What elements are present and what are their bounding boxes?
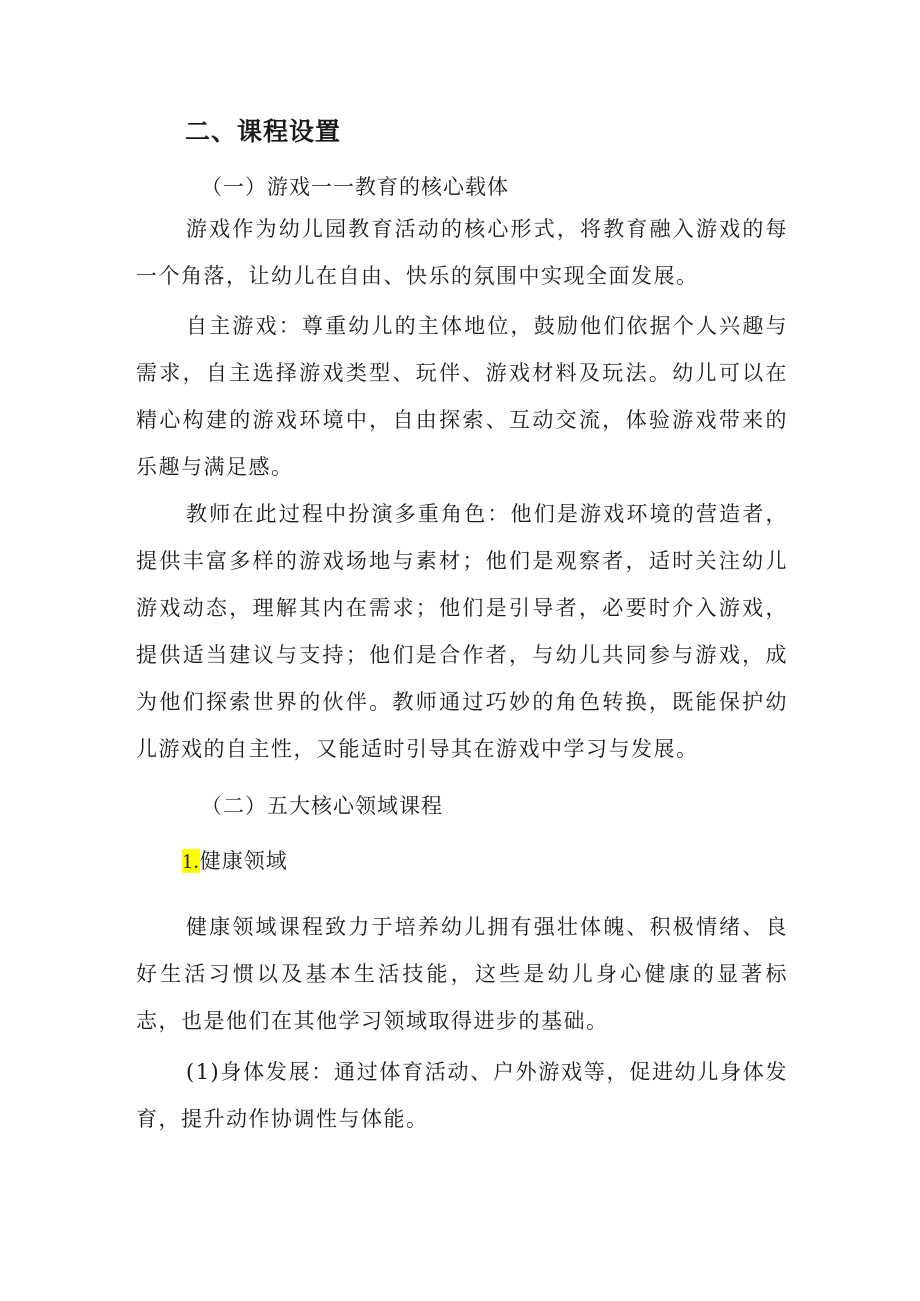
paragraph-free-play: 自主游戏：尊重幼儿的主体地位，鼓励他们依据个人兴趣与需求，自主选择游戏类型、玩伴、游戏材料及玩法。幼儿可以在精心构建的游戏环境中，自由探索、互动交流，体验游戏带来的乐趣与满足感。: [136, 314, 788, 479]
paragraph-games-intro: 游戏作为幼儿园教育活动的核心形式，将教育融入游戏的每一个角落，让幼儿在自由、快乐的氛围中实现全面发展。: [136, 217, 788, 288]
list-item-health: [182, 845, 288, 875]
item-number-highlight: 1.: [182, 849, 200, 873]
subsection-title-domains: （二）五大核心领域课程: [201, 794, 443, 818]
paragraph-physical-development: (1)身体发展：通过体育活动、户外游戏等，促进幼儿身体发育，提升动作协调性与体能。: [136, 1060, 788, 1131]
paragraph-health-domain: 健康领域课程致力于培养幼儿拥有强壮体魄、积极情绪、良好生活习惯以及基本生活技能，这些是幼儿身心健康的显著标志，也是他们在其他学习领域取得进步的基础。: [136, 915, 788, 1033]
item-label: 健康领域: [199, 849, 288, 873]
section-heading: 二、课程设置: [185, 117, 342, 146]
subsection-title-games: （一）游戏一一教育的核心载体: [201, 175, 509, 199]
paragraph-teacher-roles: 教师在此过程中扮演多重角色：他们是游戏环境的营造者，提供丰富多样的游戏场地与素材；他们是观察者，适时关注幼儿游戏动态，理解其内在需求；他们是引导者，必要时介入游戏，提供适当建议与支持；他们是合作者，与幼儿共同参与游戏，成为他们探索世界的伙伴。教师通过巧妙的角色转换，既能保护幼儿游戏的自主性，又能适时引导其在游戏中学习与发展。: [136, 502, 788, 761]
